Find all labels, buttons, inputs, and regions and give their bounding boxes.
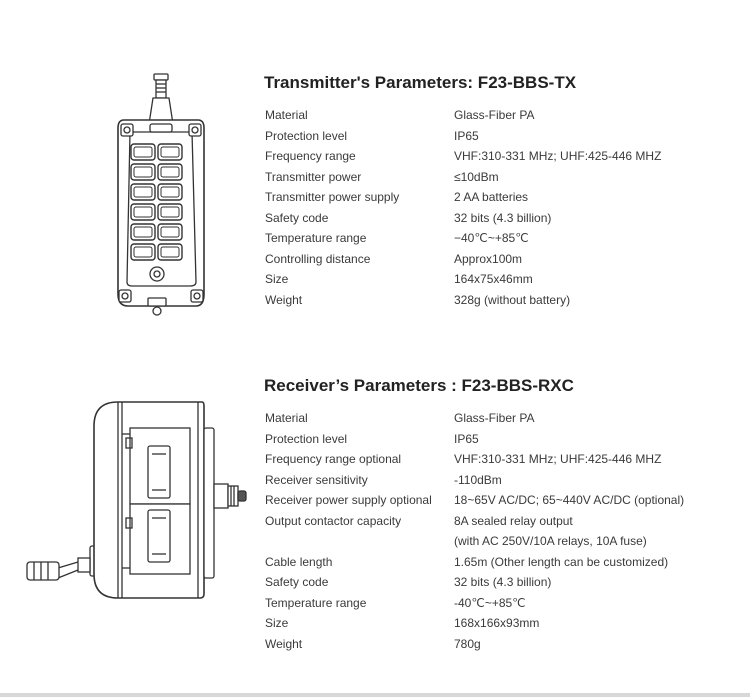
receiver-title: Receiver’s Parameters : F23-BBS-RXC	[264, 376, 574, 395]
param-label: Temperature range	[265, 231, 367, 245]
param-value: 2 AA batteries	[454, 190, 529, 204]
param-value: Approx100m	[454, 251, 523, 266]
param-label: Receiver power supply optional	[265, 493, 432, 507]
param-label: Protection level	[265, 128, 348, 143]
param-value: 780g	[454, 636, 481, 651]
param-value: IP65	[454, 128, 479, 143]
transmitter-illustration	[100, 72, 215, 317]
param-value: (with AC 250V/10A relays, 10A fuse)	[454, 534, 647, 548]
param-label: Transmitter power supply	[265, 190, 400, 204]
param-label: Transmitter power	[265, 169, 362, 184]
param-value: Glass-Fiber PA	[454, 108, 535, 122]
param-value: ≤10dBm	[454, 169, 499, 184]
param-label: Cable length	[265, 554, 333, 569]
param-label: Safety code	[265, 575, 329, 589]
param-label: Receiver sensitivity	[265, 472, 368, 487]
param-value: -40℃~+85℃	[454, 595, 526, 610]
param-value: VHF:310-331 MHz; UHF:425-446 MHZ	[454, 452, 662, 466]
param-value: -110dBm	[454, 472, 502, 487]
param-label: Weight	[265, 636, 303, 651]
param-label: Material	[265, 108, 308, 122]
param-label: Size	[265, 272, 289, 286]
param-label: Safety code	[265, 210, 329, 225]
param-value: 164x75x46mm	[454, 272, 533, 286]
param-label: Weight	[265, 292, 303, 307]
param-value: VHF:310-331 MHz; UHF:425-446 MHZ	[454, 149, 662, 163]
param-value: 168x166x93mm	[454, 616, 540, 630]
param-value: 1.65m (Other length can be customized)	[454, 554, 669, 569]
param-value: −40℃~+85℃	[454, 231, 529, 245]
receiver-illustration	[22, 398, 262, 623]
param-value: 18~65V AC/DC; 65~440V AC/DC (optional)	[454, 493, 685, 507]
param-label: Frequency range optional	[265, 452, 402, 466]
param-value: Glass-Fiber PA	[454, 411, 535, 425]
param-value: IP65	[454, 431, 479, 446]
param-label: Size	[265, 616, 289, 630]
param-value: 328g (without battery)	[454, 292, 571, 307]
param-label: Controlling distance	[265, 251, 371, 266]
param-label: Protection level	[265, 431, 348, 446]
param-label: Frequency range	[265, 149, 356, 163]
bottom-divider	[0, 693, 750, 697]
param-label: Temperature range	[265, 595, 367, 610]
param-label: Output contactor capacity	[265, 513, 402, 528]
param-value: 32 bits (4.3 billion)	[454, 575, 552, 589]
param-value: 32 bits (4.3 billion)	[454, 210, 552, 225]
transmitter-title: Transmitter's Parameters: F23-BBS-TX	[264, 73, 577, 92]
param-value: 8A sealed relay output	[454, 513, 573, 528]
param-label: Material	[265, 411, 308, 425]
